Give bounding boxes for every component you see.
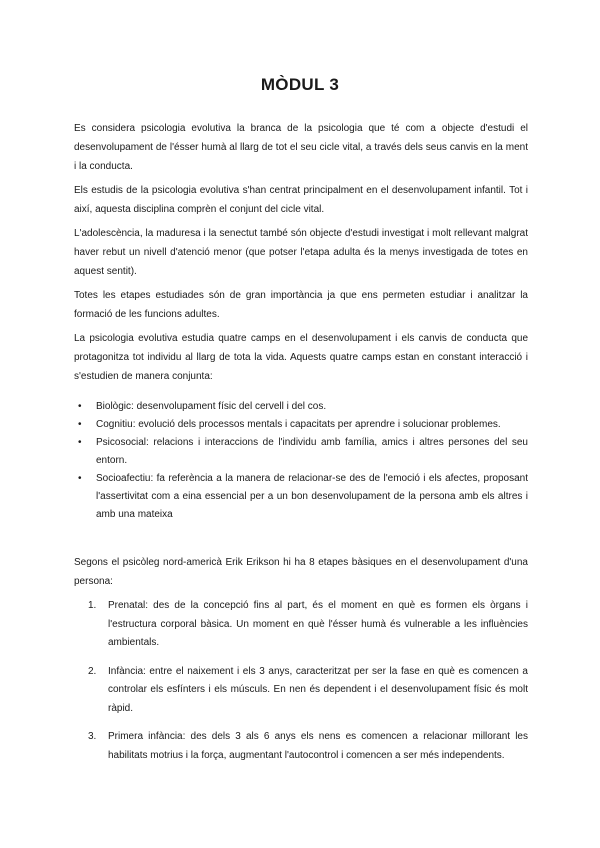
list-item xyxy=(74,597,528,653)
list-item-text: Infància: entre el naixement i els 3 anys, caracteritzat per ser la fase en què es comencen a controlar els esfínters i els músculs. En nen és dependent i el desenvolupament físic és molt ràpid. xyxy=(108,665,528,714)
stages-numbered-list xyxy=(74,597,528,765)
list-number: 2. xyxy=(88,665,97,677)
paragraph-intro: Es considera psicologia evolutiva la branca de la psicologia que té com a objecte d'estudi el desenvolupament de l'ésser humà al llarg de tot el seu cicle vital, a través dels seus canvis en la ment i la conducta. xyxy=(74,123,528,172)
paragraph-life-stages: L'adolescència, la maduresa i la senectut també són objecte d'estudi investigat i molt rellevant malgrat haver rebut un nivell d'atenció menor (que potser l'etapa adulta és la menys investigada de totes en aquest sentit). xyxy=(74,228,528,277)
list-number: 1. xyxy=(88,600,97,611)
fields-bullet-list xyxy=(74,398,528,524)
list-item xyxy=(74,663,528,719)
paragraph-importance: Totes les etapes estudiades són de gran importància ja que ens permeten estudiar i analitzar la formació de les funcions adultes. xyxy=(74,290,528,320)
list-item: • Biològic: desenvolupament físic del cervell i del cos. xyxy=(74,398,528,416)
list-item: • Socioafectiu: fa referència a la manera de relacionar-se des de l'emoció i els afectes, proposant l'assertivitat com a eina essencial per a un bon desenvolupament de la persona amb els altres i amb una mateixa xyxy=(74,470,528,524)
list-item xyxy=(74,728,528,765)
paragraph-erikson-intro: Segons el psicòleg nord-americà Erik Erikson hi ha 8 etapes bàsiques en el desenvolupament d'una persona: xyxy=(74,557,528,587)
list-item: • Psicosocial: relacions i interaccions de l'individu amb família, amics i altres persones del seu entorn. xyxy=(74,434,528,470)
paragraph-child-development: Els estudis de la psicologia evolutiva s'han centrat principalment en el desenvolupament infantil. Tot i així, aquesta disciplina comprèn el conjunt del cicle vital. xyxy=(74,185,528,215)
list-item-text: Prenatal: des de la concepció fins al part, és el moment en què es formen els òrgans i l'estructura corporal bàsica. Un moment en què l'ésser humà és vulnerable a les influències ambientals. xyxy=(108,600,528,648)
page-title: MÒDUL 3 xyxy=(260,75,340,94)
list-item-text: Primera infància: des dels 3 als 6 anys els nens es comencen a relacionar millorant les habilitats motrius i la força, augmentant l'autocontrol i comencen a ser més independents. xyxy=(108,731,528,761)
list-item: • Cognitiu: evolució dels processos mentals i capacitats per aprendre i solucionar problemes. xyxy=(74,416,528,434)
paragraph-four-fields: La psicologia evolutiva estudia quatre camps en el desenvolupament i els canvis de conducta que protagonitza tot individu al llarg de tota la vida. Aquests quatre camps estan en constant interacció i s'estudien de manera conjunta: xyxy=(74,333,528,382)
list-number: 3. xyxy=(88,731,97,742)
